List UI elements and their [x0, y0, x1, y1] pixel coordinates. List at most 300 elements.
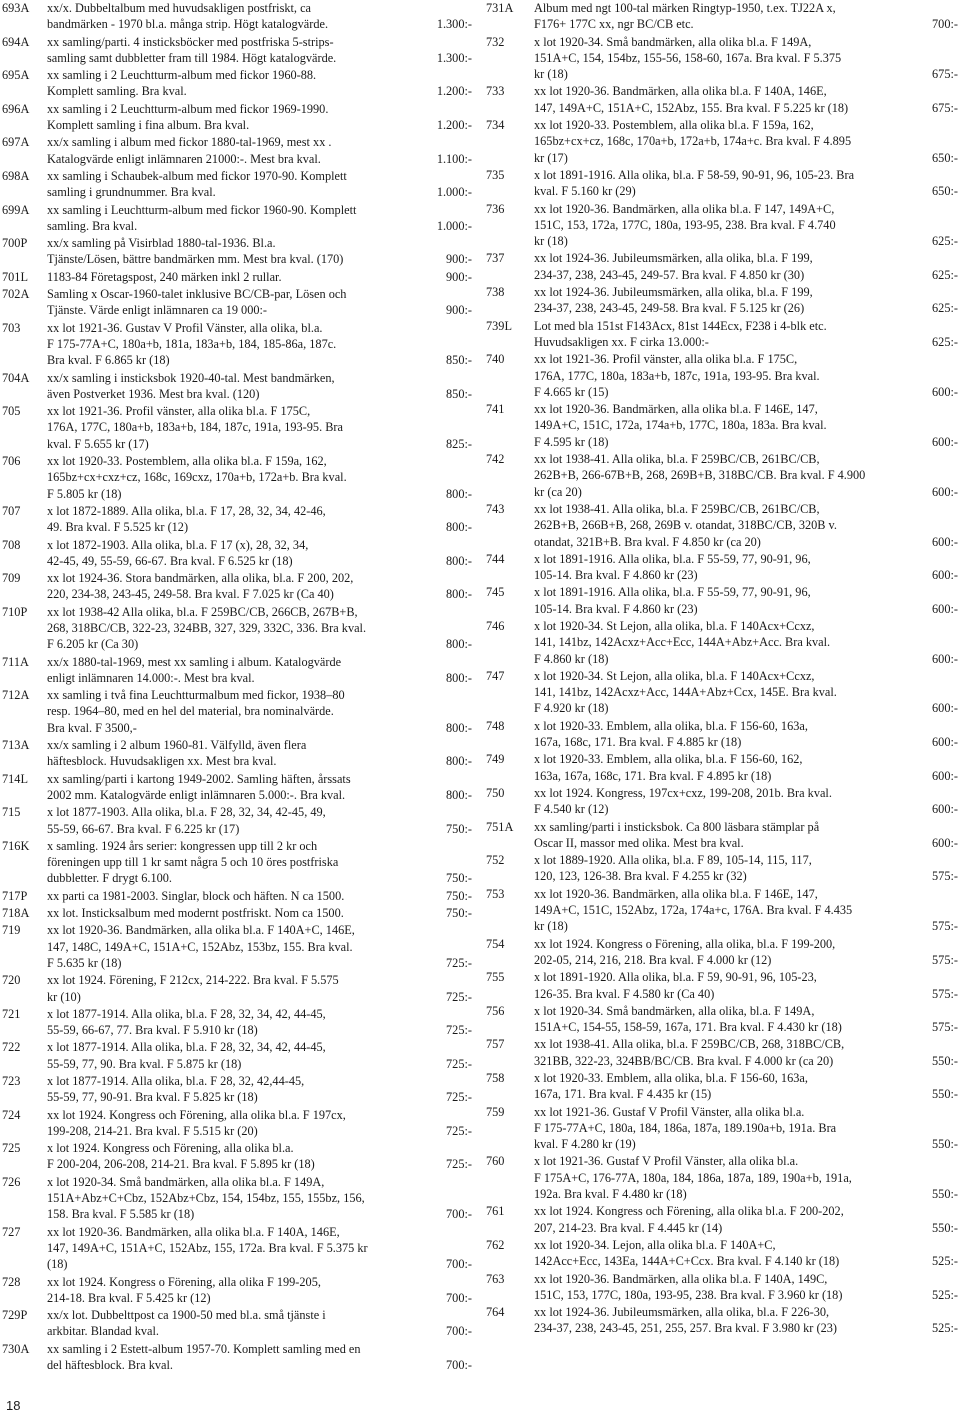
- lot-description-line: [534, 434, 958, 450]
- lot-number: 760: [486, 1154, 505, 1169]
- lot-description-line: [534, 66, 958, 82]
- lot-number: 748: [486, 718, 505, 733]
- lot-price: 550:-: [932, 1053, 958, 1068]
- lot-description-line: [47, 1256, 472, 1272]
- lot-description-line: [534, 1287, 958, 1303]
- lot-description-text: F 4.540 kr (12): [534, 802, 609, 817]
- lot-description-line: [47, 1056, 472, 1072]
- lot-description-line: Samling x Oscar-1960-talet inklusive BC/CB-par, Lösen och: [47, 287, 347, 302]
- lot-number: 729P: [2, 1308, 28, 1323]
- lot-description-text: kr (18): [534, 67, 568, 82]
- lot-description-line: [47, 753, 472, 769]
- lot-price: 575:-: [932, 869, 958, 884]
- lot-entry: [0, 604, 474, 653]
- lot-description-text: Bra kval. F 6.865 kr (18): [47, 353, 170, 368]
- lot-description-line: x lot 1920-34. St Lejon, alla olika, bl.a. F 140Acx+Ccxz,: [534, 618, 815, 633]
- lot-entry: [0, 1224, 474, 1273]
- lot-description-line: [47, 302, 472, 318]
- lot-description-line: xx lot 1924. Kongress o Förening, alla olika F 199-205,: [47, 1274, 321, 1289]
- lot-description-line: xx lot 1924-36. Jubileumsmärken, alla olika, bl.a. F 199,: [534, 285, 813, 300]
- lot-description-text: kr (10): [47, 989, 81, 1004]
- lot-description-line: [534, 534, 958, 550]
- lot-description-text: kr (18): [534, 919, 568, 934]
- lot-description-line: xx lot 1921-36. Gustav V Profil Vänster, alla olika, bl.a.: [47, 320, 323, 335]
- lot-description-line: x lot 1872-1903. Alla olika, bl.a. F 17 (x), 28, 32, 34,: [47, 537, 309, 552]
- lot-number: 693A: [2, 1, 30, 15]
- lot-description-line: [47, 870, 472, 886]
- lot-entry: [486, 551, 960, 584]
- lot-entry: [486, 785, 960, 818]
- lot-description-line: xx lot 1938-41. Alla olika, bl.a. F 259BC/CB, 261BC/CB,: [534, 501, 820, 516]
- lot-description-line: 147, 148C, 149A+C, 151A+C, 152Abz, 153bz, 155. Bra kval.: [47, 939, 353, 954]
- lot-description-text: 167a, 168c, 171. Bra kval. F 4.885 kr (18): [534, 735, 742, 750]
- lot-description-line: [534, 1253, 958, 1269]
- lot-price: 525:-: [932, 1254, 958, 1269]
- lot-entry: [0, 804, 474, 837]
- lot-description-text: 192a. Bra kval. F 4.480 kr (18): [534, 1187, 687, 1202]
- lot-description-text: 105-14. Bra kval. F 4.860 kr (23): [534, 568, 698, 583]
- lot-description-line: 262B+B, 266-67B+B, 268, 269B+B, 318BC/CB. Bra kval. F 4.900: [534, 468, 866, 483]
- lot-number: 704A: [2, 370, 30, 385]
- lot-entry: [486, 1153, 960, 1202]
- lot-entry: [0, 67, 474, 100]
- lot-description-text: 120, 123, 126-38. Bra kval. F 4.255 kr (32): [534, 869, 747, 884]
- lot-number: 724: [2, 1107, 21, 1122]
- lot-entry: [0, 570, 474, 603]
- lot-description-line: xx lot 1920-36. Bandmärken, alla olika bl.a. F 140A, 146E,: [534, 84, 827, 99]
- lot-description-line: [47, 117, 472, 133]
- lot-price: 725:-: [446, 1056, 472, 1071]
- lot-price: 600:-: [932, 484, 958, 499]
- lot-number: 703: [2, 320, 21, 335]
- lot-description-text: kr (18): [534, 234, 568, 249]
- lot-number: 708: [2, 537, 21, 552]
- lot-description-line: x lot 1891-1920. Alla olika, bl.a. F 59, 90-91, 96, 105-23,: [534, 970, 817, 985]
- lot-description-text: F 4.860 kr (18): [534, 651, 609, 666]
- lot-description-line: [47, 1123, 472, 1139]
- lot-description-text: samling samt dubbletter fram till 1984. Högt katalogvärde.: [47, 50, 337, 65]
- lot-description-line: x lot 1891-1916. Alla olika, bl.a. F 55-59, 77, 90-91, 96,: [534, 551, 811, 566]
- page-number: 18: [6, 1398, 21, 1413]
- lot-number: 755: [486, 970, 505, 985]
- lot-description-text: xx parti ca 1981-2003. Singlar, block och häften. N ca 1500.: [47, 888, 345, 903]
- lot-description-text: 220, 234-38, 243-45, 249-58. Bra kval. F 7.025 kr (Ca 40): [47, 587, 334, 602]
- lot-description-line: [47, 83, 472, 99]
- lot-description-line: xx samling i 2 Estett-album 1957-70. Komplett samling med en: [47, 1341, 361, 1356]
- lot-number: 763: [486, 1271, 505, 1286]
- lot-number: 762: [486, 1237, 505, 1252]
- lot-description-text: F 5.635 kr (18): [47, 955, 122, 970]
- lot-price: 800:-: [446, 754, 472, 769]
- lot-number: 738: [486, 285, 505, 300]
- lot-description-line: xx/x samling i insticksbok 1920-40-tal. Mest bandmärken,: [47, 370, 335, 385]
- lot-description-line: [534, 1053, 958, 1069]
- lot-number: 714L: [2, 771, 28, 786]
- lot-price: 725:-: [446, 1157, 472, 1172]
- lot-description-line: [534, 918, 958, 934]
- lot-description-line: xx samling/parti i kartong 1949-2002. Samling häften, årssats: [47, 771, 351, 786]
- lot-description-line: xx samling i två fina Leuchtturmalbum med fickor, 1938–80: [47, 688, 345, 703]
- lot-price: 550:-: [932, 1220, 958, 1235]
- lot-description-line: xx lot 1921-36. Profil vänster, alla olika bl.a. F 175C,: [534, 352, 798, 367]
- lot-description-line: xx lot 1924. Förening, F 212cx, 214-222. Bra kval. F 5.575: [47, 973, 339, 988]
- lot-number: 740: [486, 352, 505, 367]
- lot-description-text: 42-45, 49, 55-59, 66-67. Bra kval. F 6.525 kr (18): [47, 553, 293, 568]
- lot-description-line: 268, 318BC/CB, 322-23, 324BB, 327, 329, 332C, 336. Bra kval.: [47, 620, 367, 635]
- lot-price: 600:-: [932, 802, 958, 817]
- lot-description-line: xx lot 1938-41. Alla olika, bl.a. F 259BC/CB, 268, 318BC/CB,: [534, 1037, 845, 1052]
- lot-entry: [486, 852, 960, 885]
- lot-description-text: 126-35. Bra kval. F 4.580 kr (Ca 40): [534, 986, 715, 1001]
- lot-description-line: [47, 50, 472, 66]
- lot-entry: [0, 1107, 474, 1140]
- lot-price: 725:-: [446, 1023, 472, 1038]
- lot-number: 702A: [2, 287, 30, 302]
- lot-description-line: x lot 1877-1914. Alla olika, bl.a. F 28, 32, 42,44-45,: [47, 1074, 305, 1088]
- lot-entry: [486, 284, 960, 317]
- lot-description-text: xx lot. Insticksalbum med modernt postfriskt. Nom ca 1500.: [47, 906, 344, 921]
- lot-description-text: Tjänste/Lösen, bättre bandmärken mm. Mest bra kval. (170): [47, 252, 344, 267]
- lot-price: 800:-: [446, 720, 472, 735]
- lot-number: 722: [2, 1040, 21, 1055]
- lot-description-line: xx/x samling på Visirblad 1880-tal-1936. Bl.a.: [47, 236, 276, 251]
- lot-description-line: xx samling i Schaubek-album med fickor 1970-90. Komplett: [47, 168, 347, 183]
- lot-description-line: xx samling i 2 Leuchtturm-album med fickor 1960-88.: [47, 68, 317, 83]
- lot-description-text: 49. Bra kval. F 5.525 kr (12): [47, 520, 189, 535]
- lot-description-text: Tjänste. Värde enligt inlämnaren ca 19 000:-: [47, 303, 268, 318]
- lot-price: 575:-: [932, 986, 958, 1001]
- lot-number: 752: [486, 853, 505, 868]
- lot-description-line: [47, 955, 472, 971]
- lot-entry: [0, 838, 474, 887]
- lot-price: 800:-: [446, 520, 472, 535]
- lot-description-line: Album med ngt 100-tal märken Ringtyp-1950, t.ex. TJ22A x,: [534, 1, 836, 15]
- lot-description-line: xx/x. Dubbeltalbum med huvudsakligen postfriskt, ca: [47, 1, 311, 15]
- lot-description-line: 141, 141bz, 142Acxz+Acc+Ecc, 144A+Abz+Acc. Bra kval.: [534, 635, 831, 650]
- lot-description-text: 147, 149A+C, 151A+C, 152Abz, 155. Bra kval. F 5.225 kr (18): [534, 100, 849, 115]
- lot-description-line: [534, 801, 958, 817]
- lot-entry: [0, 737, 474, 770]
- lot-number: 735: [486, 167, 505, 182]
- lot-number: 710P: [2, 604, 28, 619]
- lot-number: 719: [2, 923, 21, 938]
- lot-description-line: xx lot 1921-36. Gustaf V Profil Vänster, alla olika bl.a.: [534, 1104, 805, 1119]
- lot-description-line: [47, 670, 472, 686]
- lot-description-text: (18): [47, 1257, 68, 1272]
- lot-description-line: [534, 384, 958, 400]
- lot-number: 728: [2, 1274, 21, 1289]
- lot-entry: [486, 401, 960, 450]
- lot-price: 575:-: [932, 1020, 958, 1035]
- lot-description-line: 176A, 177C, 180a+b, 183a+b, 184, 187c, 191a, 193-95. Bra: [47, 420, 343, 435]
- lot-price: 800:-: [446, 637, 472, 652]
- lot-price: 1.200:-: [436, 84, 472, 99]
- lot-entry: [0, 134, 474, 167]
- lot-number: 754: [486, 936, 505, 951]
- lot-number: 745: [486, 585, 505, 600]
- lot-number: 726: [2, 1174, 21, 1189]
- lot-description-line: [534, 835, 958, 851]
- lot-entry: [0, 537, 474, 570]
- lot-description-line: xx lot 1920-36. Bandmärken, alla olika bl.a. F 140A, 149C,: [534, 1271, 828, 1286]
- lot-description-text: 105-14. Bra kval. F 4.860 kr (23): [534, 601, 698, 616]
- lot-number: 730A: [2, 1341, 30, 1356]
- lot-entry: [0, 687, 474, 736]
- lot-price: 550:-: [932, 1137, 958, 1152]
- lot-number: 746: [486, 618, 505, 633]
- lot-price: 675:-: [932, 100, 958, 115]
- lot-price: 675:-: [932, 67, 958, 82]
- lot-description-line: [47, 269, 472, 285]
- lot-description-line: 151A+Abz+C+Cbz, 152Abz+Cbz, 154, 154bz, 155, 155bz, 156,: [47, 1191, 365, 1206]
- lot-number: 756: [486, 1003, 505, 1018]
- lot-description-line: xx/x samling i album med fickor 1880-tal-1969, mest xx .: [47, 135, 332, 150]
- lot-entry: [486, 451, 960, 500]
- lot-entry: [486, 501, 960, 550]
- lot-entry: [486, 167, 960, 200]
- lot-description-line: föreningen upp till 1 kr samt några 5 och 10 öres postfriska: [47, 855, 339, 870]
- lot-number: 698A: [2, 168, 30, 183]
- lot-description-line: [47, 386, 472, 402]
- lot-price: 800:-: [446, 787, 472, 802]
- lot-description-text: 214-18. Bra kval. F 5.425 kr (12): [47, 1290, 211, 1305]
- lot-number: 712A: [2, 688, 30, 703]
- lot-description-text: 167a, 171. Bra kval. F 4.435 kr (15): [534, 1087, 712, 1102]
- lot-description-line: [534, 986, 958, 1002]
- lot-entry: [0, 286, 474, 319]
- lot-description-text: F 4.920 kr (18): [534, 701, 609, 716]
- lot-description-line: [47, 989, 472, 1005]
- lot-description-line: [534, 601, 958, 617]
- lot-entry: [486, 668, 960, 717]
- lot-number: 749: [486, 752, 505, 767]
- lot-description-text: samling. Bra kval.: [47, 218, 138, 233]
- lot-description-line: xx lot 1924-36. Jubileumsmärken, alla olika, bl.a. F 226-30,: [534, 1305, 830, 1320]
- lot-description-line: xx samling i 2 Leuchtturm-album med fickor 1969-1990.: [47, 101, 329, 116]
- lot-price: 650:-: [932, 150, 958, 165]
- lot-price: 600:-: [932, 735, 958, 750]
- lot-entry: [0, 168, 474, 201]
- lot-description-text: 234-37, 238, 243-45, 249-58. Bra kval. F 5.125 kr (26): [534, 301, 805, 316]
- lot-number: 707: [2, 503, 21, 518]
- lot-description-text: 234-37, 238, 243-45, 251, 255, 257. Bra kval. F 3.980 kr (23): [534, 1321, 837, 1336]
- lot-description-line: xx lot 1920-34. Lejon, alla olika bl.a. F 140A+C,: [534, 1237, 776, 1252]
- lot-description-line: xx lot 1920-36. Bandmärken, alla olika bl.a. F 147, 149A+C,: [534, 201, 835, 216]
- lot-entry: [486, 886, 960, 935]
- lot-entry: [0, 771, 474, 804]
- lot-number: 737: [486, 251, 505, 266]
- lot-description-line: [47, 1357, 472, 1373]
- lot-price: 600:-: [932, 434, 958, 449]
- lot-description-line: x lot 1891-1916. Alla olika, bl.a. F 55-59, 77, 90-91, 96,: [534, 585, 811, 600]
- lot-number: 705: [2, 404, 21, 419]
- lot-price: 625:-: [932, 267, 958, 282]
- lot-description-line: [47, 553, 472, 569]
- lot-description-line: [534, 300, 958, 316]
- lot-description-text: 55-59, 77, 90. Bra kval. F 5.875 kr (18): [47, 1056, 242, 1071]
- lot-entry: [0, 453, 474, 502]
- lot-description-text: dubbletter. F drygt 6.100.: [47, 871, 173, 886]
- lot-description-line: [534, 100, 958, 116]
- lot-number: 711A: [2, 654, 29, 669]
- lot-number: 736: [486, 201, 505, 216]
- lot-description-line: [47, 821, 472, 837]
- lot-description-text: Katalogvärde enligt inlämnaren 21000:-. Mest bra kval.: [47, 151, 321, 166]
- lot-description-text: 151C, 153, 177C, 180a, 193-95, 238. Bra kval. F 3.960 kr (18): [534, 1287, 843, 1302]
- right-column: [486, 0, 960, 1338]
- lot-number: 713A: [2, 738, 30, 753]
- lot-number: 764: [486, 1305, 505, 1320]
- lot-description-text: 234-37, 238, 243-45, 249-57. Bra kval. F 4.850 kr (30): [534, 267, 805, 282]
- lot-description-text: arkbitar. Blandad kval.: [47, 1324, 160, 1339]
- lot-description-line: xx lot 1920-33. Postemblem, alla olika bl.a. F 159a, 162,: [47, 454, 327, 469]
- lot-entry: [486, 718, 960, 751]
- lot-description-line: xx samling/parti. 4 insticksböcker med postfriska 5-strips-: [47, 34, 334, 49]
- lot-number: 750: [486, 785, 505, 800]
- lot-number: 695A: [2, 68, 30, 83]
- lot-number: 723: [2, 1074, 21, 1088]
- lot-price: 725:-: [446, 1123, 472, 1138]
- lot-entry: [0, 905, 474, 921]
- lot-entry: [486, 0, 960, 33]
- lot-description-line: [47, 519, 472, 535]
- lot-number: 744: [486, 551, 505, 566]
- lot-description-text: 2002 mm. Katalogvärde enligt inlämnaren 5.000:-. Bra kval.: [47, 787, 346, 802]
- lot-description-line: [534, 567, 958, 583]
- lot-description-line: [534, 700, 958, 716]
- lot-entry: [0, 1174, 474, 1223]
- lot-description-line: xx/x lot. Dubbelttpost ca 1900-50 med bl.a. små tjänste i: [47, 1308, 326, 1323]
- lot-price: 900:-: [446, 269, 472, 284]
- lot-description-text: 142Acc+Ecc, 143Ea, 144A+C+Ccx. Bra kval. F 4.140 kr (18): [534, 1254, 840, 1269]
- lot-description-text: 199-208, 214-21. Bra kval. F 5.515 kr (20): [47, 1123, 258, 1138]
- lot-entry: [486, 1104, 960, 1153]
- lot-entry: [486, 201, 960, 250]
- lot-number: 720: [2, 973, 21, 988]
- lot-description-line: [534, 267, 958, 283]
- lot-description-line: 151C, 153, 172a, 177C, 180a, 193-95, 238. Bra kval. F 4.740: [534, 217, 836, 232]
- lot-entry: [486, 83, 960, 116]
- lot-entry: [0, 0, 474, 33]
- lot-entry: [486, 969, 960, 1002]
- lot-description-line: [47, 251, 472, 267]
- lot-price: 750:-: [446, 821, 472, 836]
- lot-price: 625:-: [932, 234, 958, 249]
- lot-description-line: [47, 352, 472, 368]
- lot-price: 600:-: [932, 534, 958, 549]
- lot-number: 701L: [2, 269, 28, 284]
- lot-price: 725:-: [446, 955, 472, 970]
- lot-description-line: [47, 1022, 472, 1038]
- lot-price: 600:-: [932, 651, 958, 666]
- lot-description-line: x lot 1891-1916. Alla olika, bl.a. F 58-59, 90-91, 96, 105-23. Bra: [534, 167, 855, 182]
- lot-description-line: x lot 1877-1914. Alla olika, bl.a. F 28, 32, 34, 42, 44-45,: [47, 1006, 326, 1021]
- lot-entry: [486, 751, 960, 784]
- lot-entry: [486, 1271, 960, 1304]
- lot-entry: [486, 1304, 960, 1337]
- lot-description-text: kval. F 5.655 kr (17): [47, 436, 149, 451]
- lot-description-line: xx lot 1938-42 Alla olika, bl.a. F 259BC/CB, 266CB, 267B+B,: [47, 604, 358, 619]
- lot-entry: [486, 1036, 960, 1069]
- lot-description-line: xx lot 1938-41. Alla olika, bl.a. F 259BC/CB, 261BC/CB,: [534, 452, 820, 467]
- lot-description-text: 1183-84 Företagspost, 240 märken inkl 2 rullar.: [47, 269, 282, 284]
- lot-number: 742: [486, 452, 505, 467]
- lot-number: 757: [486, 1037, 505, 1052]
- lot-description-line: [47, 586, 472, 602]
- lot-price: 900:-: [446, 303, 472, 318]
- lot-price: 1.200:-: [436, 118, 472, 133]
- lot-description-line: x lot 1921-36. Gustaf V Profil Vänster, alla olika bl.a.: [534, 1154, 799, 1169]
- lot-description-line: [47, 787, 472, 803]
- lot-description-text: 158. Bra kval. F 5.585 kr (18): [47, 1207, 195, 1222]
- lot-price: 700:-: [446, 1290, 472, 1305]
- lot-price: 525:-: [932, 1321, 958, 1336]
- lot-description-text: 55-59, 66-67. Bra kval. F 6.225 kr (17): [47, 821, 240, 836]
- lot-price: 725:-: [446, 989, 472, 1004]
- lot-price: 850:-: [446, 353, 472, 368]
- lot-price: 600:-: [932, 835, 958, 850]
- lot-description-line: xx lot 1924-36. Jubileumsmärken, alla olika, bl.a. F 199,: [534, 251, 813, 266]
- lot-entry: [486, 936, 960, 969]
- lot-entry: [0, 972, 474, 1005]
- lot-number: 699A: [2, 202, 30, 217]
- lot-description-text: Oscar II, massor med olika. Mest bra kval.: [534, 835, 744, 850]
- lot-number: 743: [486, 501, 505, 516]
- lot-entry: [486, 1003, 960, 1036]
- lot-price: 1.000:-: [436, 185, 472, 200]
- lot-price: 625:-: [932, 334, 958, 349]
- lot-price: 750:-: [446, 871, 472, 886]
- lot-price: 550:-: [932, 1087, 958, 1102]
- lot-description-line: 149A+C, 151C, 172a, 174a+b, 177C, 180a, 183a. Bra kval.: [534, 418, 827, 433]
- lot-description-line: [534, 734, 958, 750]
- lot-entry: [0, 922, 474, 971]
- lot-description-line: xx lot 1920-36. Bandmärken, alla olika bl.a. F 140A, 146E,: [47, 1224, 340, 1239]
- lot-description-line: [47, 1290, 472, 1306]
- lot-entry: [486, 819, 960, 852]
- lot-description-text: 55-59, 66-67, 77. Bra kval. F 5.910 kr (18): [47, 1023, 258, 1038]
- lot-description-text: F 6.205 kr (Ca 30): [47, 637, 139, 652]
- lot-description-line: [47, 486, 472, 502]
- lot-entry: [0, 101, 474, 134]
- lot-entry: [0, 235, 474, 268]
- lot-description-text: Komplett samling. Bra kval.: [47, 84, 187, 99]
- lot-description-line: xx samling i Leuchtturm-album med fickor 1960-90. Komplett: [47, 202, 357, 217]
- lot-price: 1.300:-: [436, 17, 472, 32]
- lot-description-line: [47, 905, 472, 921]
- lot-entry: [0, 320, 474, 369]
- lot-description-line: x lot 1920-34. St Lejon, alla olika, bl.a. F 140Acx+Ccxz,: [534, 668, 815, 683]
- lot-entry: [486, 1237, 960, 1270]
- lot-description-line: [534, 1136, 958, 1152]
- lot-entry: [0, 1039, 474, 1072]
- lot-description-text: F 5.805 kr (18): [47, 486, 122, 501]
- lot-description-line: xx lot 1924. Kongress och Förening, alla olika bl.a. F 197cx,: [47, 1107, 346, 1122]
- lot-description-line: x samling. 1924 års serier: kongressen upp till 2 kr och: [47, 838, 318, 853]
- lot-description-line: [534, 1086, 958, 1102]
- lot-description-line: [534, 1186, 958, 1202]
- lot-description-line: [47, 1206, 472, 1222]
- lot-entry: [0, 1006, 474, 1039]
- lot-number: 751A: [486, 819, 514, 834]
- lot-description-text: 207, 214-23. Bra kval. F 4.445 kr (14): [534, 1220, 723, 1235]
- lot-number: 727: [2, 1224, 21, 1239]
- lot-number: 732: [486, 34, 505, 49]
- lot-description-line: [47, 184, 472, 200]
- lot-description-text: 163a, 167a, 168c, 171. Bra kval. F 4.895 kr (18): [534, 768, 772, 783]
- lot-entry: [0, 34, 474, 67]
- lot-description-line: 149A+C, 151C, 152Abz, 172a, 174a+c, 176A. Bra kval. F 4.435: [534, 903, 853, 918]
